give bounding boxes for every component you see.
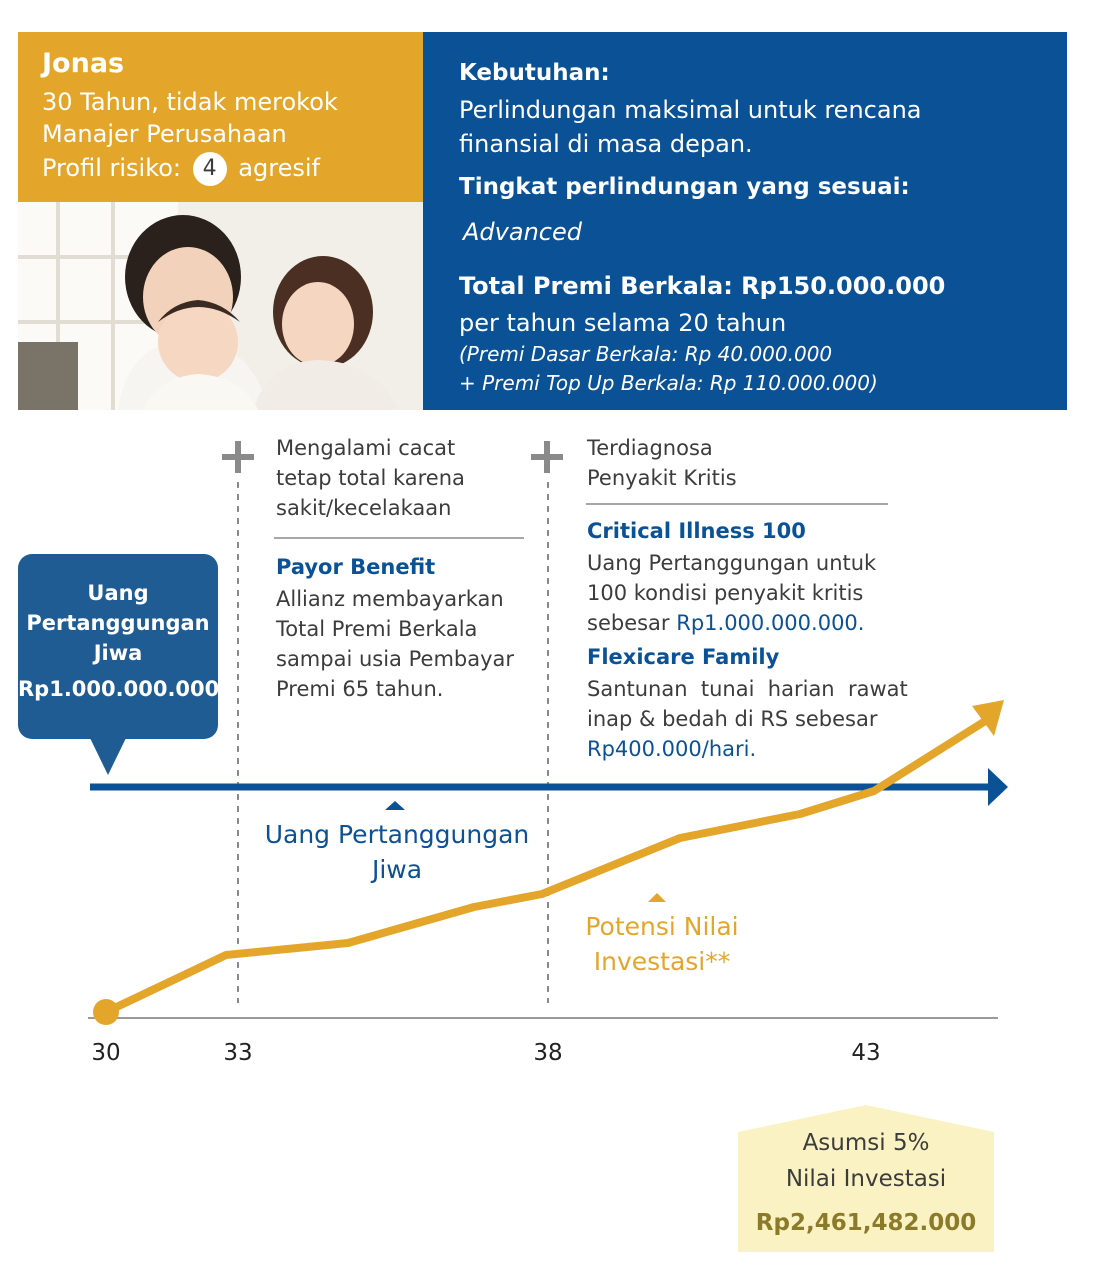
premium-period: per tahun selama 20 tahun [459,309,787,337]
flexicare-title: Flexicare Family [587,645,780,669]
payor-benefit-title: Payor Benefit [276,555,436,579]
protection-level-heading: Tingkat perlindungan yang sesuai: [459,174,910,200]
critical-illness-prefix: sebesar [587,611,677,635]
critical-illness-line2: 100 kondisi penyakit kritis [587,581,864,605]
investment-marker-icon [648,893,666,902]
assumption-line2: Nilai Investasi [785,1166,947,1192]
event2-plus-icon [531,441,563,473]
premium-basic: (Premi Dasar Berkala: Rp 40.000.000 [459,342,833,366]
event1-line3: sakit/kecelakaan [276,496,452,520]
profile-occupation: Manajer Perusahaan [42,120,287,148]
needs-desc-line1: Perlindungan maksimal untuk rencana [459,96,922,124]
critical-illness-line1: Uang Pertanggungan untuk [587,551,877,575]
critical-illness-line3 [587,608,864,638]
risk-level-badge: 4 [193,152,227,186]
event2-line1: Terdiagnosa [587,436,713,460]
payor-benefit-line1: Allianz membayarkan [276,587,504,611]
age-label-38: 38 [533,1040,563,1066]
age-label-30: 30 [91,1040,121,1066]
payor-benefit-line2: Total Premi Berkala [276,617,478,641]
needs-heading: Kebutuhan: [459,60,610,86]
event1-line2: tetap total karena [276,466,465,490]
flexicare-line1: Santunan tunai harian rawat [587,677,908,701]
premium-title: Total Premi Berkala: Rp150.000.000 [459,272,946,300]
assumption-line1: Asumsi 5% [802,1130,930,1156]
flexicare-line2: inap & bedah di RS sebesar [587,707,878,731]
sum-assured-bubble [18,554,218,739]
event1-plus-icon [222,441,254,473]
flexicare-amount: Rp400.000/hari. [587,737,757,761]
start-point [93,999,119,1025]
profile-age: 30 Tahun, tidak merokok [42,88,338,116]
bubble-tail [90,738,126,775]
critical-illness-title: Critical Illness 100 [587,519,806,543]
risk-prefix: Profil risiko: [42,154,182,182]
investment-label-line2: Investasi** [593,947,731,976]
profile-name: Jonas [42,48,125,79]
payor-benefit-line3: sampai usia Pembayar [276,647,515,671]
sum-assured-marker-icon [385,801,405,810]
bubble-line2: Pertanggungan [26,611,210,635]
investment-label-line1: Potensi Nilai [585,912,739,941]
age-label-33: 33 [223,1040,253,1066]
age-label-43: 43 [851,1040,881,1066]
assumption-amount: Rp2,461,482.000 [755,1210,977,1236]
bubble-line1: Uang [87,581,149,605]
bubble-amount: Rp1.000.000.000 [18,677,220,701]
critical-illness-amount: Rp1.000.000.000. [676,611,865,635]
risk-label: agresif [238,154,320,182]
payor-benefit-line4: Premi 65 tahun. [276,677,444,701]
needs-desc-line2: finansial di masa depan. [459,130,753,158]
assumption-box [738,1105,994,1252]
sum-assured-label-line2: Jiwa [371,855,423,884]
protection-level-value: Advanced [463,218,582,246]
sum-assured-label-line1: Uang Pertanggungan [264,820,530,849]
bubble-line3: Jiwa [93,641,143,665]
premium-topup: + Premi Top Up Berkala: Rp 110.000.000) [459,371,878,395]
event2-line2: Penyakit Kritis [587,466,737,490]
sum-assured-arrowhead [988,768,1008,806]
event1-line1: Mengalami cacat [276,436,456,460]
